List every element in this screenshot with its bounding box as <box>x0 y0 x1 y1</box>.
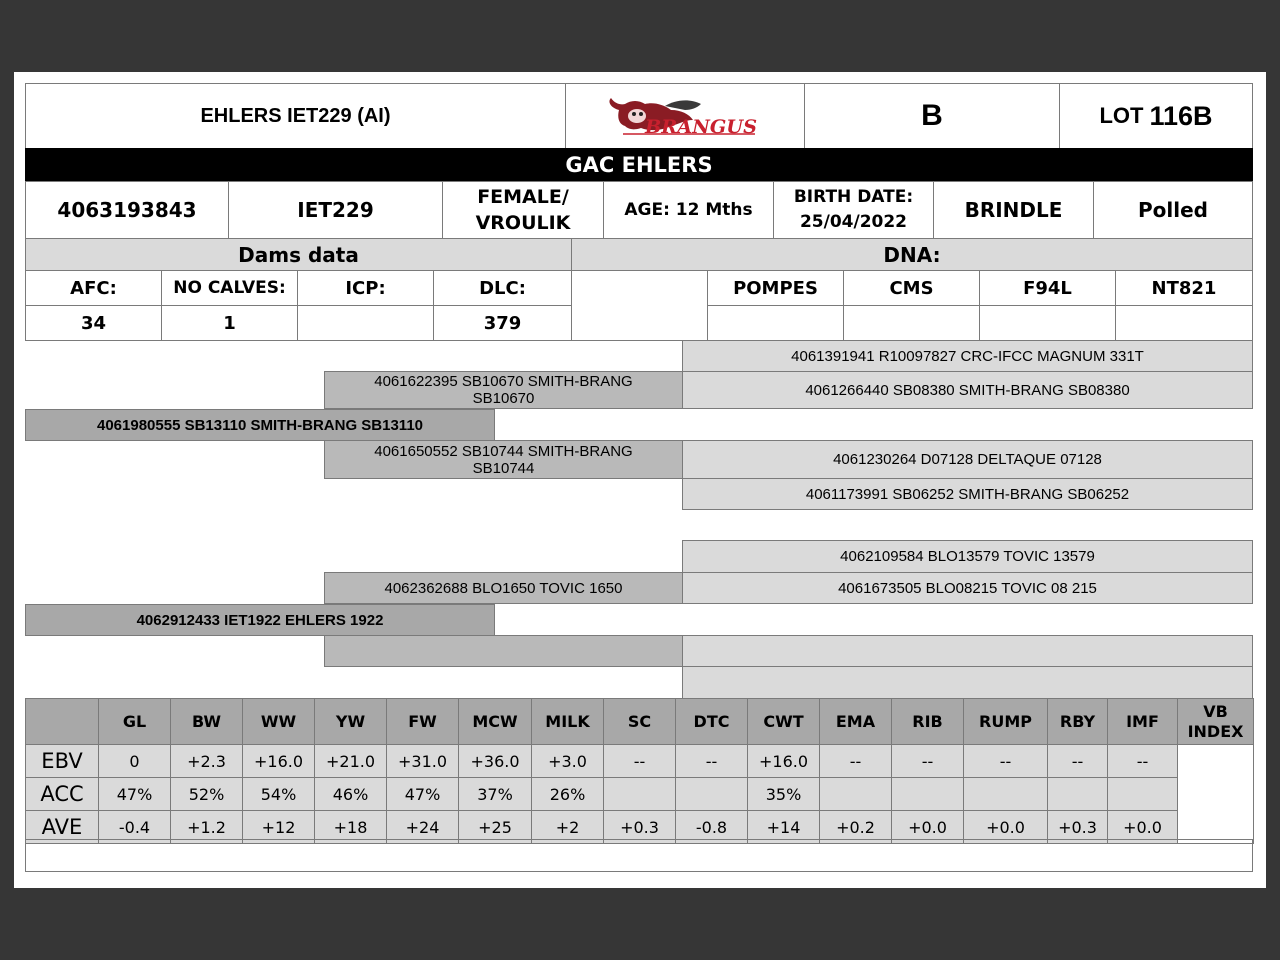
sex-text: FEMALE/ VROULIK <box>475 186 571 234</box>
dna-header-pompes: POMPES <box>707 270 844 306</box>
logo-text: BRANGUS <box>643 116 757 138</box>
ebv-cell <box>1047 777 1108 811</box>
grade-letter: B <box>804 83 1060 149</box>
ebv-cell <box>891 777 964 811</box>
pedigree-dam-dam <box>324 635 683 667</box>
ebv-cell: +14 <box>747 810 820 844</box>
ebv-cell: +0.0 <box>1107 810 1178 844</box>
dams-header-icp: ICP: <box>297 270 434 306</box>
pedigree-sire-sire-sire: 4061391941 R10097827 CRC-IFCC MAGNUM 331T <box>682 340 1253 372</box>
pedigree-dam-sire: 4062362688 BLO1650 TOVIC 1650 <box>324 572 683 604</box>
ebv-cell: +0.0 <box>891 810 964 844</box>
animal-name: EHLERS IET229 (AI) <box>25 83 566 149</box>
ebv-col-header-imf: IMF <box>1107 698 1178 745</box>
ebv-col-header-mcw: MCW <box>458 698 532 745</box>
ebv-col-header-ww: WW <box>242 698 315 745</box>
age: AGE: 12 Mths <box>603 181 774 239</box>
ebv-cell: +24 <box>386 810 459 844</box>
pedigree-dam: 4062912433 IET1922 EHLERS 1922 <box>25 604 495 636</box>
ebv-cell: -0.4 <box>98 810 171 844</box>
ebv-col-header-rby: RBY <box>1047 698 1108 745</box>
pedigree-dam-dam-sire <box>682 635 1253 667</box>
ebv-cell: +0.0 <box>963 810 1048 844</box>
dams-value-icp <box>297 305 434 341</box>
ebv-row-label: ACC <box>25 777 99 811</box>
dams-value-dlc: 379 <box>433 305 572 341</box>
ebv-cell: +1.2 <box>170 810 243 844</box>
dna-blank-cell <box>571 270 708 341</box>
dams-header-no-calves: NO CALVES: <box>161 270 298 306</box>
dams-header-dlc: DLC: <box>433 270 572 306</box>
ebv-col-header-rib: RIB <box>891 698 964 745</box>
ebv-cell: -- <box>819 744 892 778</box>
birth-date <box>773 181 934 239</box>
tag-number: IET229 <box>228 181 443 239</box>
ebv-row-label: AVE <box>25 810 99 844</box>
ebv-col-header-yw: YW <box>314 698 387 745</box>
dams-value-afc: 34 <box>25 305 162 341</box>
ebv-cell: +16.0 <box>747 744 820 778</box>
registration-number: 4063193843 <box>25 181 229 239</box>
ebv-cell: 26% <box>531 777 604 811</box>
ebv-cell: 0 <box>98 744 171 778</box>
pedigree-sire: 4061980555 SB13110 SMITH-BRANG SB13110 <box>25 409 495 441</box>
ebv-cell: +16.0 <box>242 744 315 778</box>
ebv-col-header-fw: FW <box>386 698 459 745</box>
ebv-cell: -- <box>891 744 964 778</box>
dna-value-cms <box>843 305 980 341</box>
pedigree-dam-sire-sire: 4062109584 BLO13579 TOVIC 13579 <box>682 540 1253 573</box>
ebv-cell: -0.8 <box>675 810 748 844</box>
ebv-cell <box>603 777 676 811</box>
ebv-col-header-dtc: DTC <box>675 698 748 745</box>
ebv-col-header-vb-index: VB INDEX <box>1177 698 1254 745</box>
ebv-cell: +2.3 <box>170 744 243 778</box>
lot-prefix: LOT <box>1099 103 1144 128</box>
ebv-cell: 47% <box>98 777 171 811</box>
ebv-cell: -- <box>963 744 1048 778</box>
ebv-cell: -- <box>1107 744 1178 778</box>
birth-date-value: 25/04/2022 <box>799 212 908 232</box>
ebv-cell: -- <box>1047 744 1108 778</box>
ebv-cell: +31.0 <box>386 744 459 778</box>
pedigree-sire-dam: 4061650552 SB10744 SMITH-BRANG SB10744 <box>324 440 683 479</box>
dna-value-pompes <box>707 305 844 341</box>
dna-title: DNA: <box>571 238 1253 271</box>
ebv-cell: -- <box>603 744 676 778</box>
pedigree-sire-dam-sire: 4061230264 D07128 DELTAQUE 07128 <box>682 440 1253 479</box>
ebv-cell <box>963 777 1048 811</box>
ebv-cell: +0.3 <box>603 810 676 844</box>
ebv-cell: +3.0 <box>531 744 604 778</box>
lot-number: 116B <box>1149 100 1213 131</box>
pedigree-dam-sire-dam: 4061673505 BLO08215 TOVIC 08 215 <box>682 572 1253 604</box>
notes-row <box>25 839 1253 872</box>
brangus-logo <box>565 83 805 149</box>
ebv-cell <box>1107 777 1178 811</box>
ebv-cell: +25 <box>458 810 532 844</box>
dna-header-nt821: NT821 <box>1115 270 1253 306</box>
ebv-cell: +2 <box>531 810 604 844</box>
breeder-name: GAC EHLERS <box>25 148 1253 182</box>
dams-data-title: Dams data <box>25 238 572 271</box>
ebv-cell <box>675 777 748 811</box>
dna-value-f94l <box>979 305 1116 341</box>
ebv-cell: 47% <box>386 777 459 811</box>
ebv-cell: 37% <box>458 777 532 811</box>
dna-header-cms: CMS <box>843 270 980 306</box>
ebv-cell: +12 <box>242 810 315 844</box>
ebv-col-header-sc: SC <box>603 698 676 745</box>
ebv-col-header-gl: GL <box>98 698 171 745</box>
ebv-col-header-rump: RUMP <box>963 698 1048 745</box>
ebv-cell: +0.3 <box>1047 810 1108 844</box>
pedigree-dam-dam-dam <box>682 666 1253 699</box>
vb-index-value <box>1177 744 1254 844</box>
ebv-col-header-milk: MILK <box>531 698 604 745</box>
ebv-col-header-ema: EMA <box>819 698 892 745</box>
ebv-cell: +18 <box>314 810 387 844</box>
bull-logo-icon <box>605 90 765 142</box>
ebv-corner-cell <box>25 698 99 745</box>
dna-value-nt821 <box>1115 305 1253 341</box>
colour: BRINDLE <box>933 181 1094 239</box>
dams-value-no-calves: 1 <box>161 305 298 341</box>
ebv-cell: 35% <box>747 777 820 811</box>
ebv-col-header-cwt: CWT <box>747 698 820 745</box>
ebv-cell <box>819 777 892 811</box>
ebv-col-header-bw: BW <box>170 698 243 745</box>
ebv-cell: +36.0 <box>458 744 532 778</box>
ebv-cell: -- <box>675 744 748 778</box>
ebv-cell: 46% <box>314 777 387 811</box>
pedigree-sire-sire: 4061622395 SB10670 SMITH-BRANG SB10670 <box>324 371 683 409</box>
sex <box>442 181 604 239</box>
horn-status: Polled <box>1093 181 1253 239</box>
lot-card <box>14 72 1266 888</box>
ebv-row-label: EBV <box>25 744 99 778</box>
birth-date-label: BIRTH DATE: <box>793 187 914 207</box>
lot-box <box>1059 83 1253 149</box>
dna-header-f94l: F94L <box>979 270 1116 306</box>
dams-header-afc: AFC: <box>25 270 162 306</box>
ebv-cell: 52% <box>170 777 243 811</box>
pedigree-sire-dam-dam: 4061173991 SB06252 SMITH-BRANG SB06252 <box>682 478 1253 510</box>
ebv-cell: +21.0 <box>314 744 387 778</box>
pedigree-sire-sire-dam: 4061266440 SB08380 SMITH-BRANG SB08380 <box>682 371 1253 409</box>
ebv-cell: +0.2 <box>819 810 892 844</box>
ebv-cell: 54% <box>242 777 315 811</box>
